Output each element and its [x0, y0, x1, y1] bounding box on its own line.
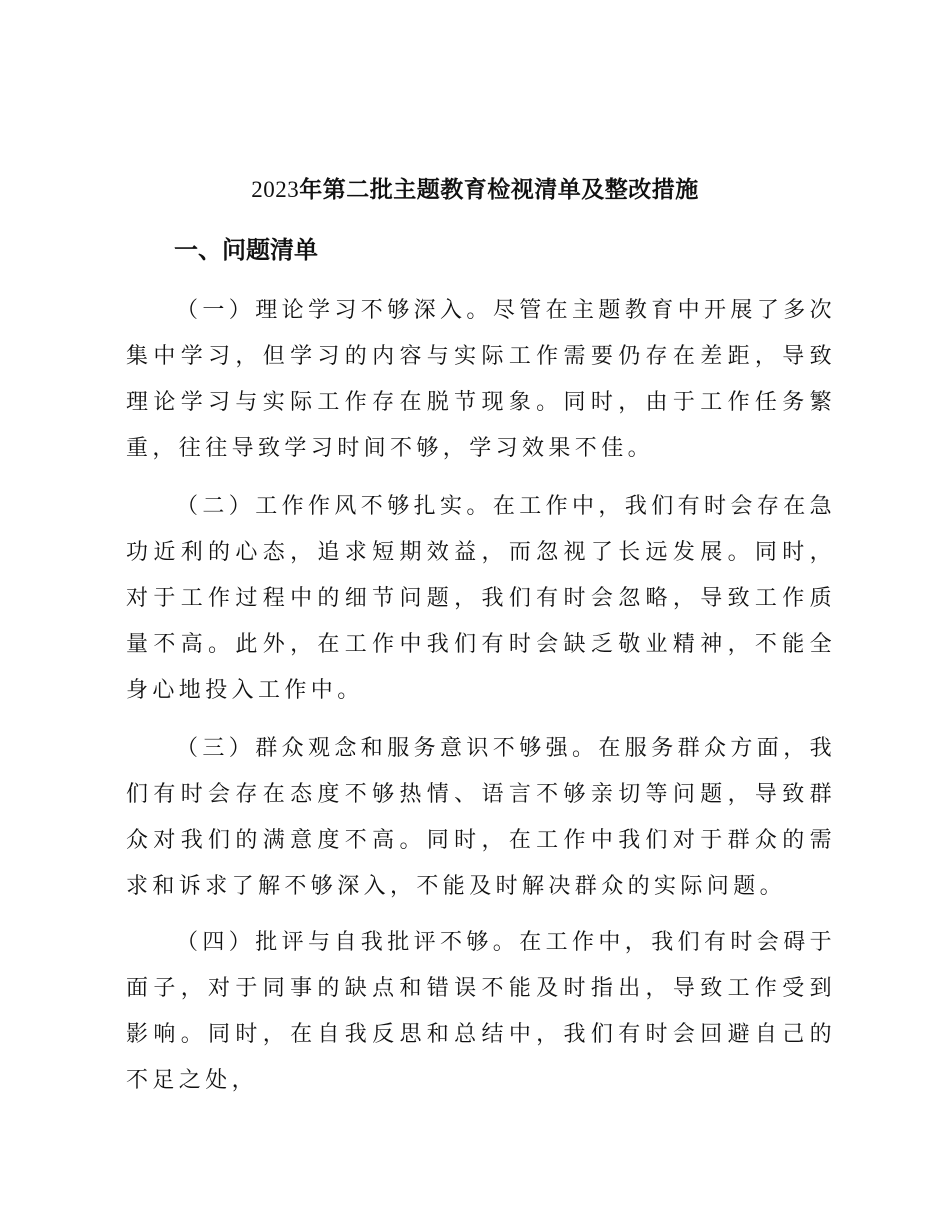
paragraph-1-body: 尽管在主题教育中开展了多次集中学习，但学习的内容与实际工作需要仍存在差距，导致理论学习与实际工作存在脱节现象。同时，由于工作任务繁重，往往导致学习时间不够，学习效果不佳。 [126, 298, 836, 461]
paragraph-3-body: 在服务群众方面，我们有时会存在态度不够热情、语言不够亲切等问题，导致群众对我们的满意度不高。同时，在工作中我们对于群众的需求和诉求了解不够深入，不能及时解决群众的实际问题。 [126, 736, 836, 899]
section-heading: 一、问题清单 [174, 236, 318, 264]
document-title-text: 年第二批主题教育检视清单及整改措施 [299, 177, 699, 203]
document-title [0, 172, 950, 208]
paragraph-3 [126, 726, 836, 910]
document-title-year: 2023 [251, 177, 300, 202]
paragraph-4 [126, 920, 836, 1104]
paragraph-2-body: 在工作中，我们有时会存在急功近利的心态，追求短期效益，而忽视了长远发展。同时，对于工作过程中的细节问题，我们有时会忽略，导致工作质量不高。此外，在工作中我们有时会缺乏敬业精神，不能全身心地投入工作中。 [126, 494, 836, 703]
paragraph-2-lead: （二）工作作风不够扎实。 [176, 494, 493, 519]
paragraph-2 [126, 484, 836, 714]
paragraph-4-lead: （四）批评与自我批评不够。 [176, 930, 520, 955]
paragraph-1-lead: （一）理论学习不够深入。 [176, 298, 493, 323]
paragraph-3-lead: （三）群众观念和服务意识不够强。 [176, 736, 599, 761]
paragraph-1 [126, 288, 836, 472]
paragraph-4-body: 在工作中，我们有时会碍于面子，对于同事的缺点和错误不能及时指出，导致工作受到影响。同时，在自我反思和总结中，我们有时会回避自己的不足之处， [126, 930, 836, 1093]
